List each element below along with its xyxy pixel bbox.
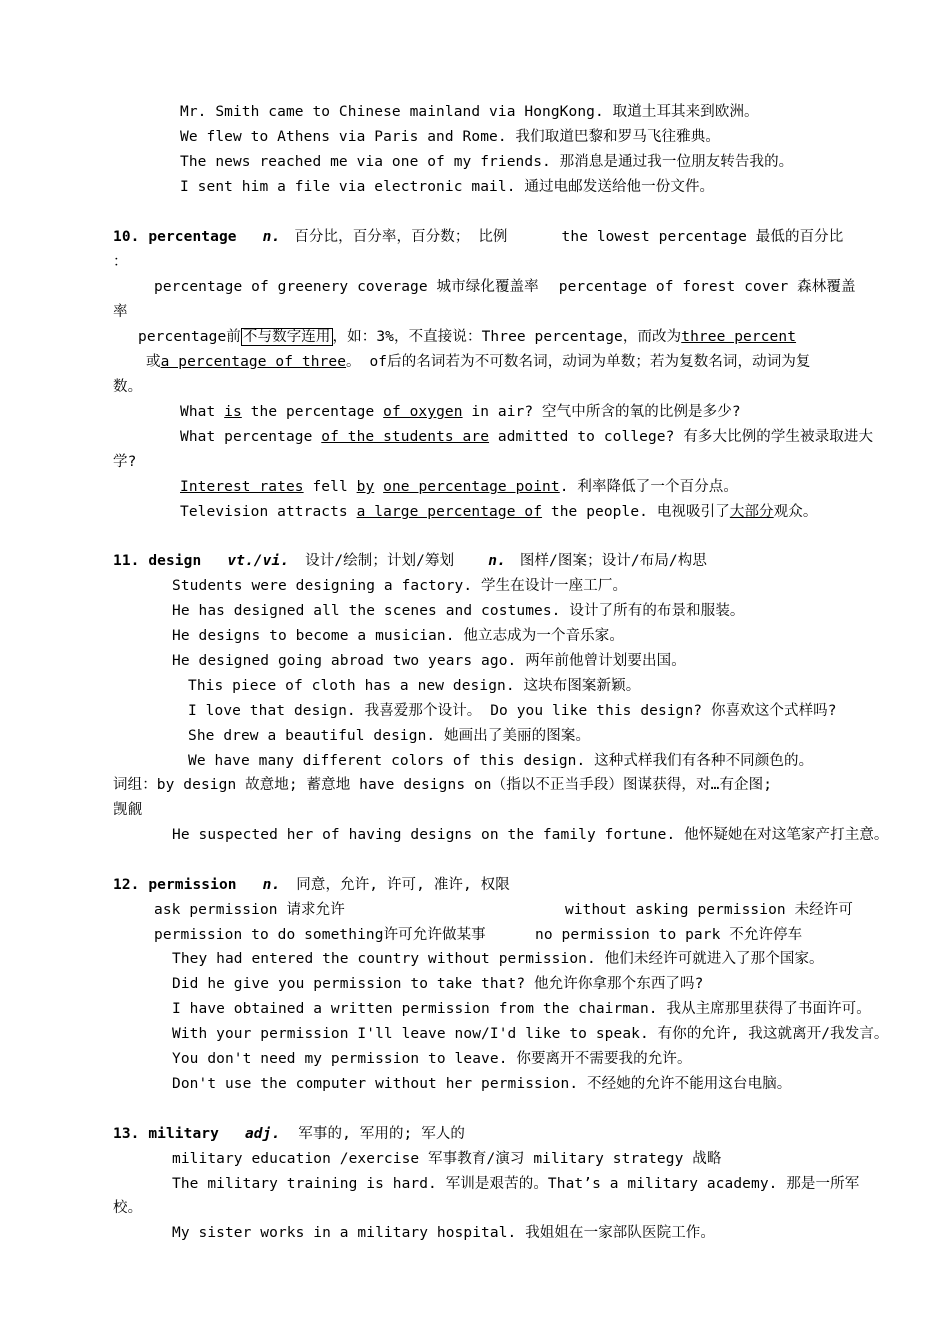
example-sentence: He designed going abroad two years ago. 两年前他曾计划要出国。	[172, 653, 686, 669]
note-text: 或	[146, 354, 161, 370]
usage-note	[146, 352, 811, 372]
example-sentence: The news reached me via one of my friends. 那消息是通过我一位朋友转告我的。	[180, 154, 794, 170]
underlined-text: one percentage point	[383, 479, 560, 495]
phrase: without asking permission 未经许可	[565, 902, 853, 918]
example-sentence: He has designed all the scenes and costumes. 设计了所有的布景和服装。	[172, 603, 745, 619]
phrase: no permission to park 不允许停车	[535, 927, 803, 943]
phrase: percentage of greenery coverage 城市绿化覆盖率	[154, 279, 539, 295]
entry-percentage-header	[113, 227, 843, 247]
example-sentence: He suspected her of having designs on the family fortune. 他怀疑她在对这笔家产打主意。	[172, 827, 889, 843]
entry-military-header	[113, 1124, 465, 1144]
phrase: ask permission 请求允许	[154, 902, 345, 918]
example-sentence	[180, 427, 873, 447]
example-sentence: Did he give you permission to take that? 他允许你拿那个东西了吗?	[172, 976, 704, 992]
example-sentence	[180, 502, 817, 522]
example-sentence: I sent him a file via electronic mail. 通过电邮发送给他一份文件。	[180, 179, 715, 195]
part-of-speech: vt./vi.	[227, 553, 290, 569]
entry-phrase: the lowest percentage 最低的百分比	[561, 229, 844, 245]
phrase-line	[154, 925, 486, 945]
text: 观众。	[773, 504, 818, 520]
entry-permission-header	[113, 875, 510, 895]
underlined-text: three percent	[681, 329, 797, 345]
part-of-speech: n.	[262, 877, 281, 893]
example-sentence: She drew a beautiful design. 她画出了美丽的图案。	[188, 728, 591, 744]
underlined-text: of the students are	[321, 429, 490, 445]
example-sentence: My sister works in a military hospital. 我姐姐在一家部队医院工作。	[172, 1225, 715, 1241]
phrase-line	[565, 900, 853, 920]
entry-meaning: 设计/绘制；计划/筹划	[305, 553, 455, 569]
underlined-text: 大部分	[729, 504, 774, 520]
example-sentence: He designs to become a musician. 他立志成为一个音乐家。	[172, 628, 624, 644]
entry-headword: 10. percentage	[113, 229, 237, 245]
text: What percentage	[180, 429, 322, 445]
entry-headword: 12. permission	[113, 877, 237, 893]
phrase: permission to do something许可允许做某事	[154, 927, 486, 943]
part-of-speech: adj.	[244, 1126, 281, 1142]
text: admitted to college? 有多大比例的学生被录取进大	[489, 429, 874, 445]
part-of-speech: n.	[488, 553, 506, 569]
text: the percentage	[241, 404, 384, 420]
text: What	[180, 404, 225, 420]
phrase-line: military education /exercise 军事教育/演习 military strategy 战略	[172, 1151, 722, 1167]
example-sentence: Don't use the computer without her permission. 不经她的允许不能用这台电脑。	[172, 1076, 792, 1092]
example-sentence: With your permission I'll leave now/I'd like to speak. 有你的允许, 我这就离开/我发言。	[172, 1026, 889, 1042]
entry-headword: 13. military	[113, 1126, 219, 1142]
example-sentence: Mr. Smith came to Chinese mainland via HongKong. 取道土耳其来到欧洲。	[180, 104, 759, 120]
phrase: percentage of forest cover 森林覆盖	[558, 279, 856, 295]
phrase-line	[154, 277, 856, 297]
entry-design-header	[113, 551, 707, 571]
underlined-text: of oxygen	[383, 404, 463, 420]
example-sentence: Students were designing a factory. 学生在设计一座工厂。	[172, 578, 628, 594]
example-sentence: We have many different colors of this design. 这种式样我们有各种不同颜色的。	[188, 753, 814, 769]
example-sentence: You don't need my permission to leave. 你要离开不需要我的允许。	[172, 1051, 692, 1067]
note-text: 。 of后的名词若为不可数名词，动词为单数；若为复数名词，动词为复	[346, 354, 811, 370]
underlined-text: Interest rates	[180, 479, 304, 495]
note-text: ，如：3%，不直接说：Three percentage，而改为	[332, 329, 682, 345]
continuation-text: ：	[113, 254, 128, 270]
note-text: percentage前	[138, 329, 241, 345]
text	[374, 479, 383, 495]
example-sentence	[180, 402, 741, 422]
entry-headword: 11. design	[113, 553, 202, 569]
example-sentence: This piece of cloth has a new design. 这块布图案新颖。	[188, 678, 641, 694]
example-sentence: The military training is hard. 军训是艰苦的。That’s a military academy. 那是一所军	[172, 1176, 860, 1192]
boxed-note: 不与数字连用	[242, 329, 331, 345]
underlined-text: a percentage of three	[160, 354, 347, 370]
text: fell	[303, 479, 357, 495]
text: Television attracts	[180, 504, 357, 520]
phrase-line	[154, 900, 345, 920]
underlined-text: by	[356, 479, 375, 495]
text: the people. 电视吸引了	[542, 504, 730, 520]
underlined-text: a large percentage of	[356, 504, 543, 520]
entry-meaning: 图样/图案；设计/布局/构思	[519, 553, 707, 569]
continuation-text: 校。	[113, 1200, 143, 1216]
text: . 利率降低了一个百分点。	[559, 479, 738, 495]
example-sentence: They had entered the country without permission. 他们未经许可就进入了那个国家。	[172, 951, 824, 967]
entry-meaning: 同意，允许, 许可, 准许, 权限	[296, 877, 510, 893]
continuation-text: 觊觎	[113, 802, 143, 818]
usage-note	[138, 327, 796, 347]
text: in air? 空气中所含的氧的比例是多少?	[462, 404, 741, 420]
underlined-text: is	[224, 404, 242, 420]
continuation-text: 数。	[113, 379, 143, 395]
entry-meaning: 百分比，百分率，百分数； 比例	[294, 229, 508, 245]
example-sentence: We flew to Athens via Paris and Rome. 我们取道巴黎和罗马飞往雅典。	[180, 129, 720, 145]
entry-meaning: 军事的, 军用的; 军人的	[298, 1126, 466, 1142]
example-sentence: I love that design. 我喜爱那个设计。 Do you like this design? 你喜欢这个式样吗?	[188, 703, 837, 719]
part-of-speech: n.	[262, 229, 281, 245]
example-sentence: I have obtained a written permission from the chairman. 我从主席那里获得了书面许可。	[172, 1001, 871, 1017]
phrase-line	[535, 925, 802, 945]
example-sentence	[180, 477, 738, 497]
continuation-text: 学?	[113, 454, 137, 470]
phrase-line: 词组：by design 故意地; 蓄意地 have designs on（指以不正当手段）图谋获得，对…有企图;	[113, 777, 773, 793]
continuation-text: 率	[113, 304, 128, 320]
